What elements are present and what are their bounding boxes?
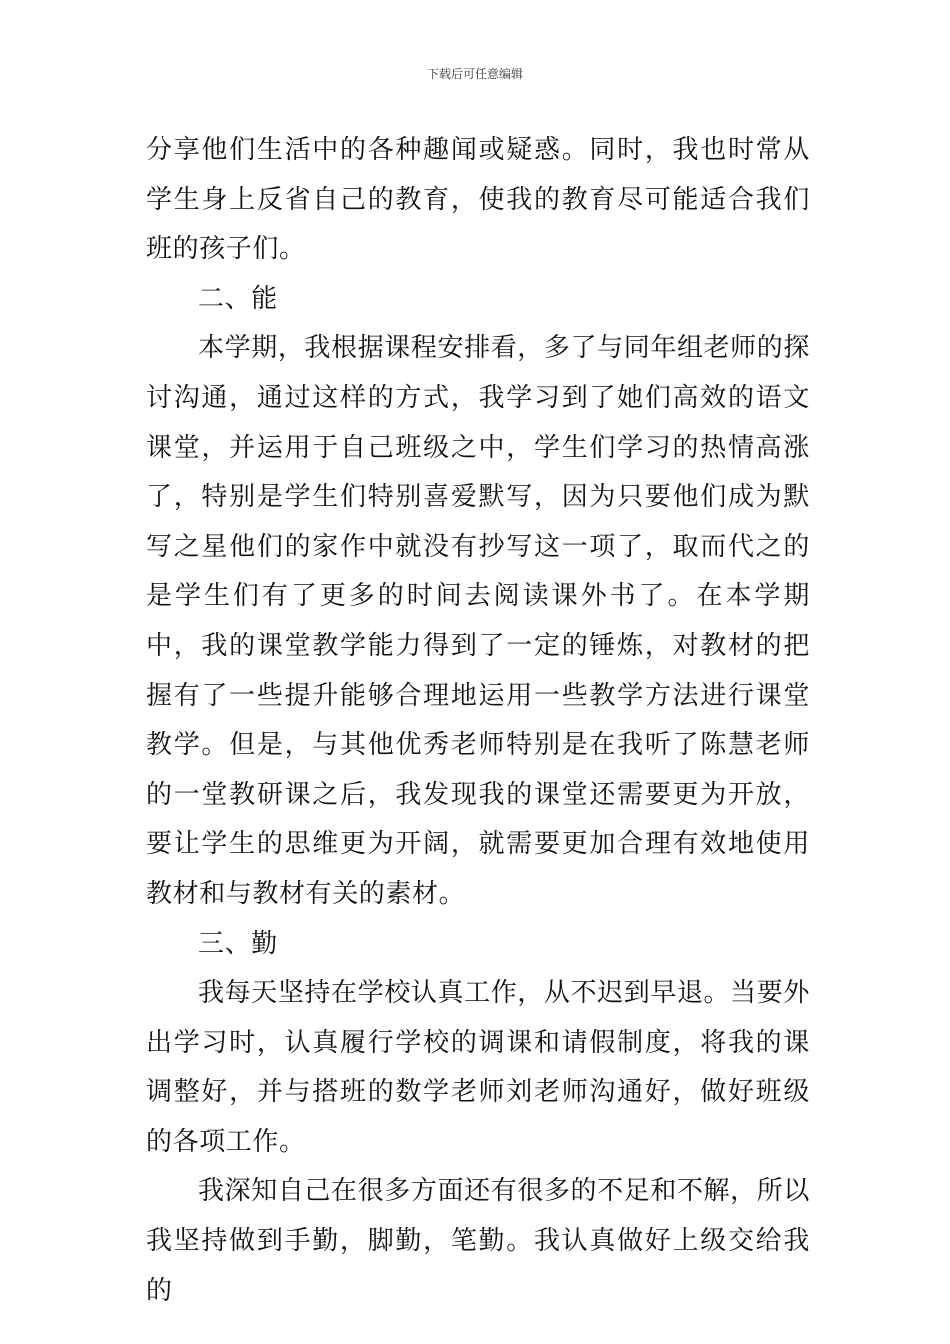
document-body: [146, 126, 810, 1316]
paragraph-4: 我深知自己在很多方面还有很多的不足和不解，所以我坚持做到手勤，脚勤，笔勤。我认真做好上级交给我的: [146, 1176, 810, 1306]
page-header: 下载后可任意编辑: [426, 67, 523, 81]
section-heading-neng: 二、能: [198, 283, 278, 314]
paragraph-2: 本学期，我根据课程安排看，多了与同年组老师的探讨沟通，通过这样的方式，我学习到了她们高效的语文课堂，并运用于自己班级之中，学生们学习的热情高涨了，特别是学生们特别喜爱默写，因为只要他们成为默写之星他们的家作中就没有抄写这一项了，取而代之的是学生们有了更多的时间去阅读课外书了。在本学期中，我的课堂教学能力得到了一定的锤炼，对教材的把握有了一些提升能够合理地运用一些教学方法进行课堂教学。但是，与其他优秀老师特别是在我听了陈慧老师的一堂教研课之后，我发现我的课堂还需要更为开放，要让学生的思维更为开阔，就需要更加合理有效地使用教材和与教材有关的素材。: [146, 333, 810, 909]
paragraph-3: 我每天坚持在学校认真工作，从不迟到早退。当要外出学习时，认真履行学校的调课和请假制度，将我的课调整好，并与搭班的数学老师刘老师沟通好，做好班级的各项工作。: [146, 978, 810, 1157]
section-heading-qin: 三、勤: [198, 928, 278, 959]
paragraph-1: 分享他们生活中的各种趣闻或疑惑。同时，我也时常从学生身上反省自己的教育，使我的教育尽可能适合我们班的孩子们。: [146, 135, 810, 265]
